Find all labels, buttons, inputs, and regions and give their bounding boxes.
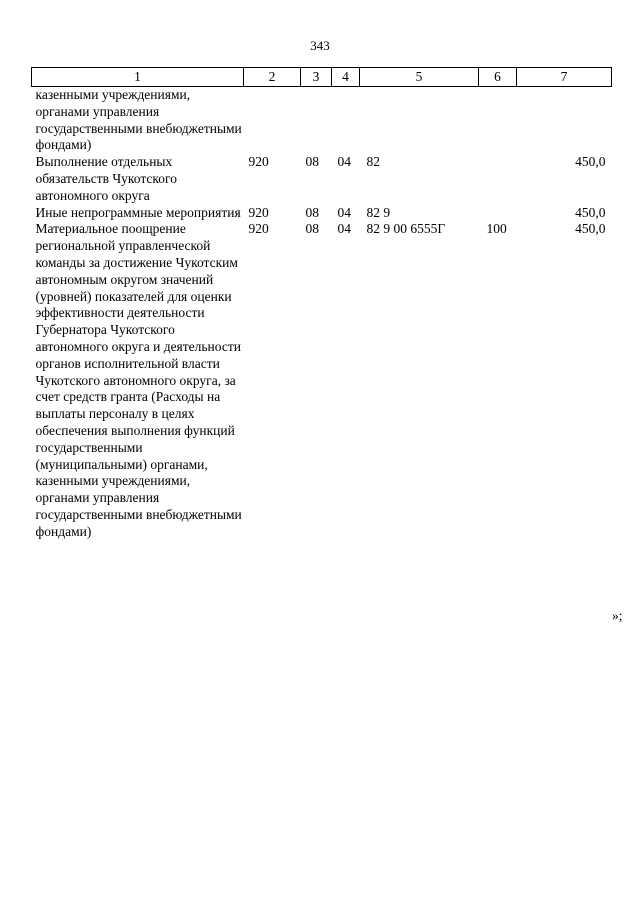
budget-table: [31, 67, 612, 541]
row-article: 82 9 00 6555Г: [366, 221, 446, 237]
row-admin: 920: [248, 221, 269, 237]
column-header-amount: 7: [517, 68, 612, 87]
row-name: казенными учреждениями, органами управления государственными внебюджетными фондами): [35, 87, 242, 153]
row-name: Иные непрограммные мероприятия: [35, 204, 241, 220]
table-row: [32, 205, 612, 222]
row-subsection: [332, 87, 360, 155]
row-expense-type: [479, 154, 517, 204]
table-row: [32, 87, 612, 155]
row-section: 08: [305, 221, 319, 237]
row-name: Материальное поощрение региональной управленческой команды за достижение Чукотским автономным округом значений (уровней) показателей для оценки эффективности деятельности Губернатора Чукотского автономного округа и деятельности органов исполнительной власти Чукотского автономного округа, за счет средств гранта (Расходы на выплаты персоналу в целях обеспечения выполнения функций государственными (муниципальными) органами, казенными учреждениями, органами управления государственными внебюджетными фондами): [35, 221, 242, 539]
column-header-admin: 2: [244, 68, 301, 87]
column-header-article: 5: [360, 68, 479, 87]
row-admin: 920: [248, 204, 269, 220]
row-amount: [517, 87, 612, 155]
row-section: 08: [305, 154, 319, 170]
row-admin: [244, 87, 301, 155]
row-expense-type: [479, 87, 517, 155]
table-row: [32, 221, 612, 540]
row-article: 82: [366, 154, 380, 170]
closing-quote-mark: »;: [612, 608, 623, 623]
column-header-name: 1: [32, 68, 244, 87]
row-expense-type: 100: [486, 221, 507, 237]
row-section: [301, 87, 332, 155]
table-row: [32, 154, 612, 204]
row-expense-type: [479, 205, 517, 222]
row-subsection: 04: [337, 204, 351, 220]
row-amount: 450,0: [575, 221, 606, 237]
table-header-row: [32, 68, 612, 87]
row-admin: 920: [248, 154, 269, 170]
row-subsection: 04: [337, 221, 351, 237]
column-header-subsection: 4: [332, 68, 360, 87]
row-name: Выполнение отдельных обязательств Чукотского автономного округа: [35, 154, 177, 203]
row-article: 82 9: [366, 204, 391, 220]
row-amount: 450,0: [575, 204, 606, 220]
column-header-section: 3: [301, 68, 332, 87]
row-article: [360, 87, 479, 155]
row-section: 08: [305, 204, 319, 220]
row-amount: 450,0: [575, 154, 606, 170]
column-header-expense-type: 6: [479, 68, 517, 87]
page-number: 343: [310, 38, 330, 53]
row-subsection: 04: [337, 154, 351, 170]
